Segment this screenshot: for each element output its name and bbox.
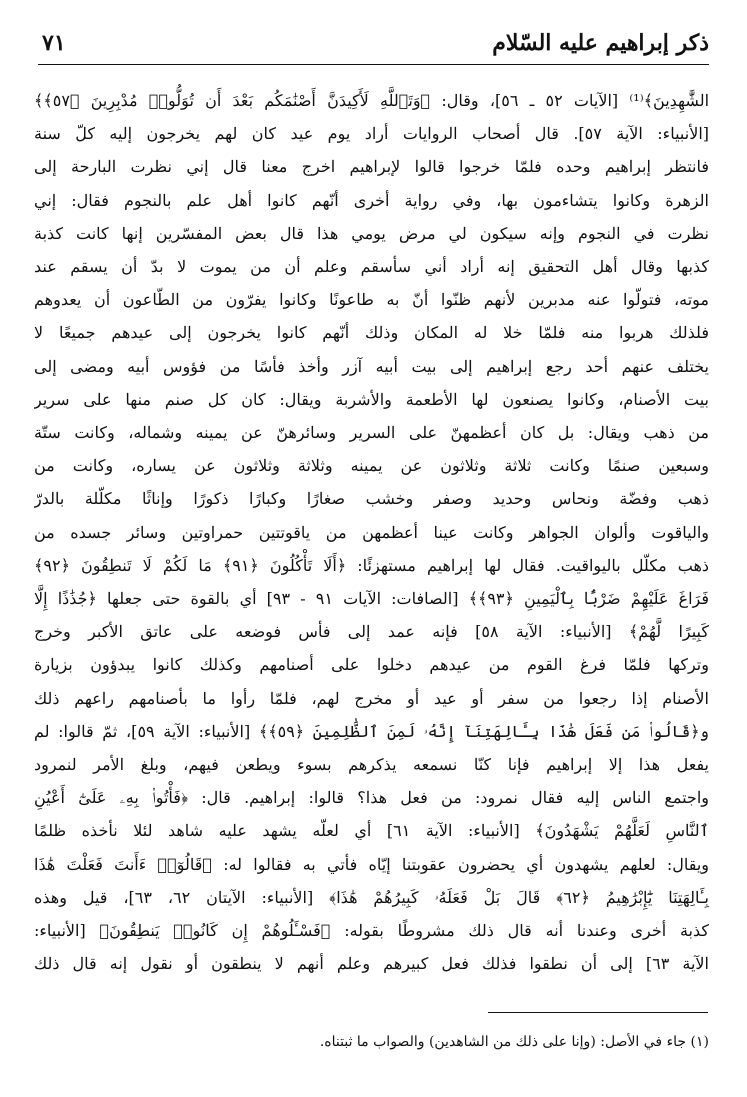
body-text	[34, 84, 709, 980]
text-line: كَبِيرًا لَّهُمْ﴾ [الأنبياء: الآية ٥٨] فإنه عمد إلى فأس فوضعه على عاتق الأكبر وخرج	[34, 622, 709, 642]
text-line: بيت الأصنام، وكانوا يصنعون لها الأطعمة والأشربة ويقال: كان كل صنم منها على سرير	[34, 389, 709, 409]
text-line: و﴿قَالُوا۟ مَن فَعَلَ هَٰذَا بِـَٔالِهَتِنَآ إِنَّهُۥ لَمِنَ ٱلظَّٰلِمِينَ ﴿٥٩﴾﴾ [الأنبياء: الآية ٥٩]، ثمّ قالوا: لم	[34, 721, 709, 741]
text-line: وسبعين صنمًا وكانت ثلاثة وثلاثون عن يمينه وثلاثة وثلاثون عن يساره، وكانت من	[34, 456, 709, 476]
text-line: ٱلنَّاسِ لَعَلَّهُمْ يَشْهَدُونَ﴾ [الأنبياء: الآية ٦١] أي لعلّه يشهد عليه شاهد لئلا نأخذه ظلمًا	[34, 821, 709, 841]
text-line: موته، فتولّوا عنه مدبرين لأنهم ظنّوا أنّ به طاعونًا وكانوا يفرّون من الطّاعون أن يعدوهم	[34, 290, 709, 310]
text-line: الزهرة وكانوا يتشاءمون بها، وفي رواية أخرى أنّهم كانوا أهل علم بالنجوم فقال: إني	[34, 190, 709, 210]
text-line: من ذهب ويقال: بل كان أعظمهنّ على السرير وسائرهنّ عن يمينه وشماله، وكانت ستّة	[34, 423, 709, 443]
text-line: ذهب وفضّة ونحاس وحديد وصفر وخشب صغارًا وكبارًا ذكورًا وإناثًا مكلّلة بالدرّ	[34, 489, 709, 509]
text-line: والياقوت وألوان الجواهر وكانت عينا أعظمهن من ياقوتتين حمراوتين وسائر جسده من	[34, 522, 709, 542]
text-line: بِـَٔالِهَتِنَا يَٰٓإِبْرَٰهِيمُ ﴿٦٢﴾ قَالَ بَلْ فَعَلَهُۥ كَبِيرُهُمْ هَٰذَا﴾ [الأنبياء: الآيتان ٦٢، ٦٣]، قيل وهذه	[34, 887, 709, 907]
page-number: ٧١	[42, 30, 66, 56]
text-line: كذبها وقال أهل التحقيق إنه أراد أني سأسقم وعلم أن من يموت لا بدّ أن يسقم عند	[34, 257, 709, 277]
text-line: فَرَاغَ عَلَيْهِمْ ضَرْبًۢا بِٱلْيَمِينِ ﴿٩٣﴾﴾ [الصافات: الآيات ٩١ - ٩٣] أي بالقوة حتى جعلها ﴿جُذَٰذًا إِلَّا	[34, 589, 709, 609]
text-line: [الأنبياء: الآية ٥٧]. قال أصحاب الروايات أراد يوم عيد كان لهم يخرجون إليه كلّ سنة	[34, 124, 709, 144]
running-title: ذكر إبراهيم عليه السّلام	[492, 30, 709, 56]
text-line: يختلف عنهم أحد رجع إبراهيم إلى بيت أبيه آزر وأخذ فأسًا من فؤوس أبيه ومضى إلى	[34, 356, 709, 376]
text-line: ذهب مكلّل باليواقيت. فقال لها إبراهيم مستهزئًا: ﴿أَلَا تَأْكُلُونَ ﴿٩١﴾ مَا لَكُمْ لَا تَنطِقُونَ ﴿٩٢﴾	[34, 555, 709, 575]
footnote: (١) جاء في الأصل: (وإنا على ذلك من الشاهدين) والصواب ما ثبتناه.	[319, 1034, 709, 1050]
text-line: فانتظر إبراهيم وحده فلمّا خرجوا قالوا لإبراهيم اخرج معنا قال إني نظرت البارحة إلى	[34, 157, 709, 177]
text-line: فلذلك هربوا منه فلمّا خلا له المكان وذلك أنّهم كانوا يخرجون إلى عيدهم جميعًا لا	[34, 323, 709, 343]
text-line: الشَّٰهِدِينَ﴾⁽¹⁾ [الآيات ٥٢ ـ ٥٦]، وقال: ﴿وَتَٱللَّهِ لَأَكِيدَنَّ أَصْنَٰمَكُم بَعْدَ أَن تُوَلُّوا۟ مُدْبِرِينَ ﴿٥٧﴾﴾	[34, 91, 709, 110]
text-line: واجتمع الناس إليه فقال نمرود: من فعل هذا؟ قالوا: إبراهيم. قال: ﴿فَأْتُوا۟ بِهِۦ عَلَىٰٓ أَعْيُنِ	[34, 788, 709, 808]
text-line: ويقال: لعلهم يشهدون أي يحضرون عقوبتنا إيّاه فأتي به فقالوا له: ﴿قَالُوٓا۟ ءَأَنتَ فَعَلْتَ هَٰذَا	[34, 854, 709, 874]
text-line: وتركها فلمّا فرغ القوم من عيدهم دخلوا على أصنامهم وكذلك كانوا يبدؤون بزيارة	[34, 655, 709, 675]
text-line: كذبة أخرى وعندنا أنه قال ذلك مشروطًا بقوله: ﴿فَسْـَٔلُوهُمْ إِن كَانُوا۟ يَنطِقُونَ﴾ [الأنبياء:	[34, 921, 709, 941]
text-line: نظرت في النجوم وإنه سيكون لي مرض يومي هذا قال بعض المفسّرين إنها كانت كذبة	[34, 223, 709, 243]
text-line: يفعل هذا إلا إبراهيم فإنا كنّا نسمعه يذكرهم بسوء ويطعن فيهم، وبلغ الأمر لنمرود	[34, 755, 709, 775]
text-line: الأصنام إذا رجعوا من سفر أو عيد أو مخرج لهم، فلمّا رأوا ما بأصنامهم راعهم ذلك	[34, 688, 709, 708]
text-line: الآية ٦٣] إلى أن نطقوا فذلك فعل كبيرهم وعلم أنهم لا ينطقون أو نقول إنه قال ذلك	[34, 954, 709, 974]
footnote-divider	[488, 1012, 708, 1013]
page-header	[38, 24, 709, 65]
